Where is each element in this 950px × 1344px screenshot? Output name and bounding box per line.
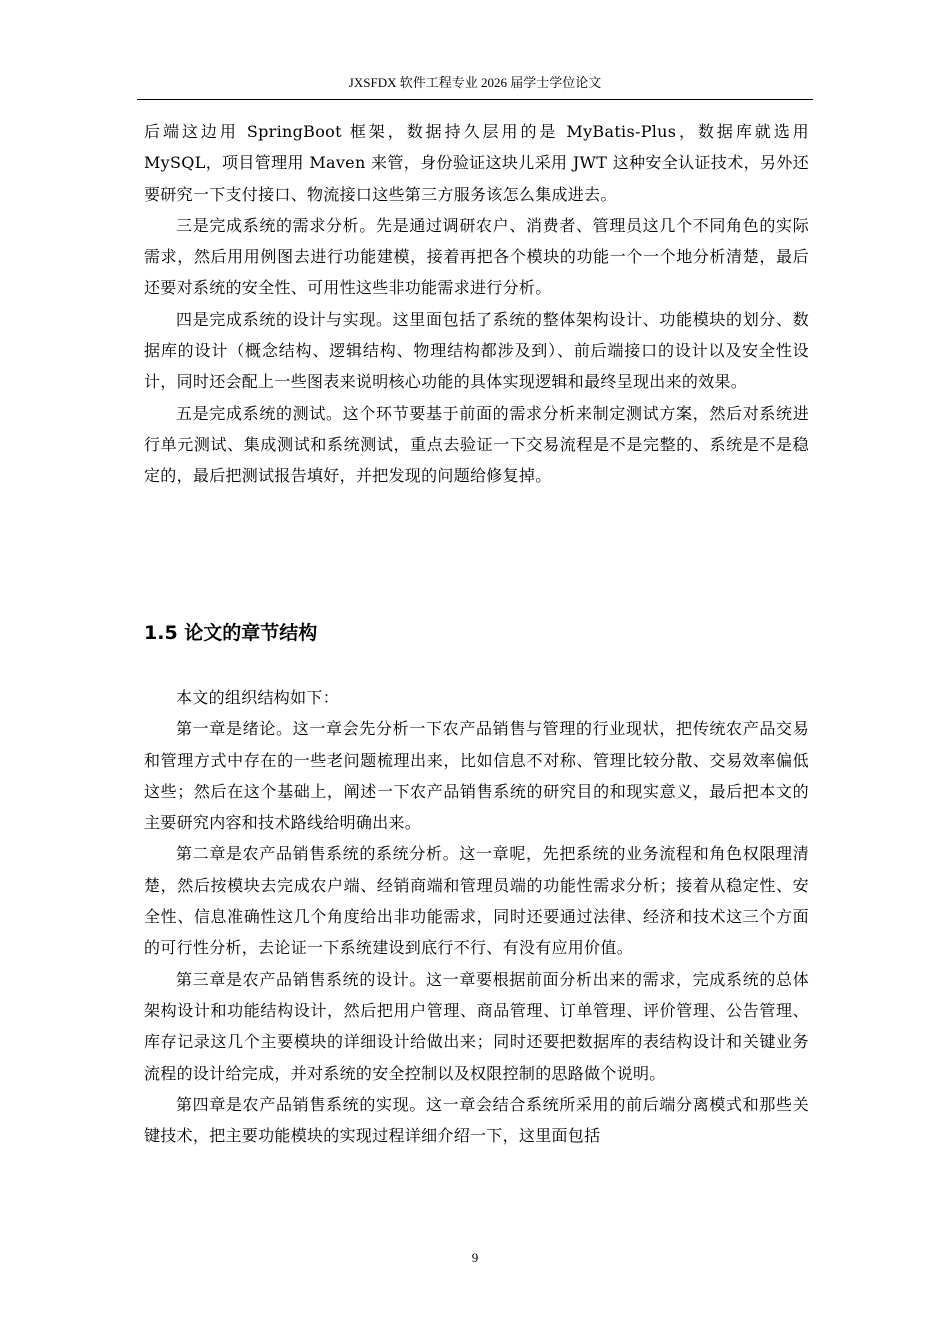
section-heading: 1.5 论文的章节结构 [144, 622, 318, 644]
running-header: JXSFDX 软件工程专业 2026 届学士学位论文 [348, 75, 602, 90]
paragraph-chapter-one: 第一章是绪论。这一章会先分析一下农产品销售与管理的行业现状，把传统农产品交易和管理方式中存在的一些老问题梳理出来，比如信息不对称、管理比较分散、交易效率偏低这些；然后在这个基础上，阐述一下农产品销售系统的研究目的和现实意义，最后把本文的主要研究内容和技术路线给明确出来。 [144, 719, 809, 833]
body-text-bottom [144, 682, 809, 1151]
paragraph-chapter-four: 第四章是农产品销售系统的实现。这一章会结合系统所采用的前后端分离模式和那些关键技术，把主要功能模块的实现过程详细介绍一下，这里面包括 [144, 1094, 809, 1146]
paragraph-chapter-three: 第三章是农产品销售系统的设计。这一章要根据前面分析出来的需求，完成系统的总体架构设计和功能结构设计，然后把用户管理、商品管理、订单管理、评价管理、公告管理、库存记录这几个主要模块的详细设计给做出来；同时还要把数据库的表结构设计和关键业务流程的设计给完成，并对系统的安全控制以及权限控制的思路做个说明。 [144, 969, 809, 1083]
paragraph-chapter-two: 第二章是农产品销售系统的系统分析。这一章呢，先把系统的业务流程和角色权限理清楚，然后按模块去完成农户端、经销商端和管理员端的功能性需求分析；接着从稳定性、安全性、信息准确性这几个角度给出非功能需求，同时还要通过法律、经济和技术这三个方面的可行性分析，去论证一下系统建设到底行不行、有没有应用价值。 [144, 844, 809, 958]
paragraph-design-implementation: 四是完成系统的设计与实现。这里面包括了系统的整体架构设计、功能模块的划分、数据库的设计（概念结构、逻辑结构、物理结构都涉及到）、前后端接口的设计以及安全性设计，同时还会配上一些图表来说明核心功能的具体实现逻辑和最终呈现出来的效果。 [144, 309, 809, 392]
header-divider [137, 99, 813, 100]
paragraph-continuation: 后端这边用 SpringBoot 框架，数据持久层用的是 MyBatis-Plus，数据库就选用 MySQL，项目管理用 Maven 来管，身份验证这块儿采用 JWT 这种安全认证技术，另外还要研究一下支付接口、物流接口这些第三方服务该怎么集成进去。 [144, 122, 809, 204]
page-number: 9 [471, 1250, 479, 1265]
body-text-top [144, 116, 809, 492]
paragraph-organization-intro: 本文的组织结构如下： [176, 688, 340, 707]
paragraph-system-testing: 五是完成系统的测试。这个环节要基于前面的需求分析来制定测试方案，然后对系统进行单元测试、集成测试和系统测试，重点去验证一下交易流程是不是完整的、系统是不是稳定的，最后把测试报告填好，并把发现的问题给修复掉。 [144, 403, 809, 486]
paragraph-requirements-analysis: 三是完成系统的需求分析。先是通过调研农户、消费者、管理员这几个不同角色的实际需求，然后用用例图去进行功能建模，接着再把各个模块的功能一个一个地分析清楚，最后还要对系统的安全性、可用性这些非功能需求进行分析。 [144, 215, 809, 298]
